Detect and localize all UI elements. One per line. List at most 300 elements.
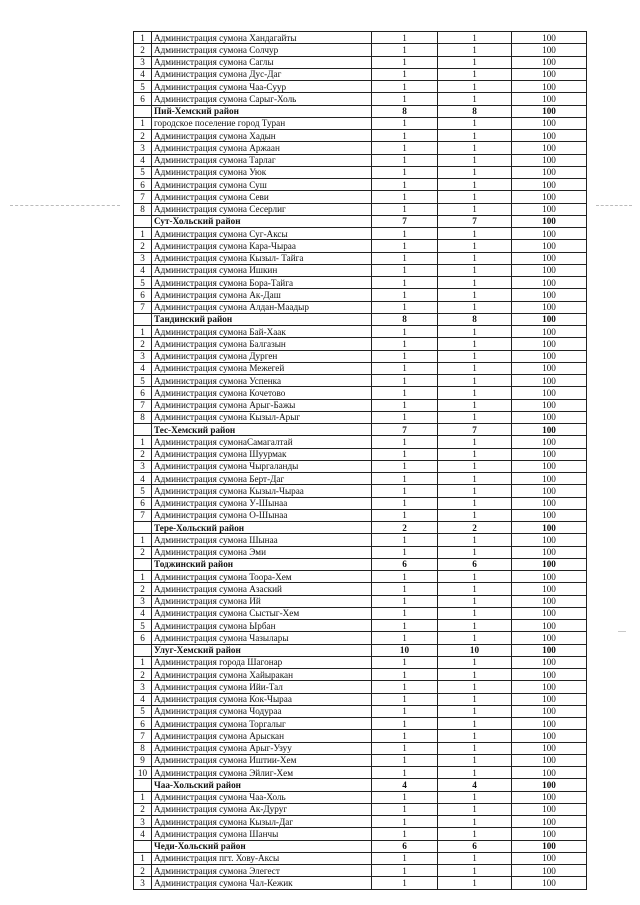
planned-count-cell: 1 (372, 607, 438, 619)
row-number-cell: 4 (134, 68, 152, 80)
entity-name-cell: Администрация сумона Шуурмак (152, 448, 372, 460)
planned-count-cell: 10 (372, 644, 438, 656)
planned-count-cell: 1 (372, 264, 438, 276)
actual-count-cell: 1 (438, 448, 512, 460)
planned-count-cell: 1 (372, 56, 438, 68)
entity-name-cell: Администрация сумона Элегест (152, 865, 372, 877)
actual-count-cell: 1 (438, 669, 512, 681)
planned-count-cell: 1 (372, 130, 438, 142)
percent-cell: 100 (512, 240, 587, 252)
actual-count-cell: 1 (438, 44, 512, 56)
percent-cell: 100 (512, 81, 587, 93)
actual-count-cell: 1 (438, 166, 512, 178)
actual-count-cell: 1 (438, 803, 512, 815)
planned-count-cell: 1 (372, 142, 438, 154)
actual-count-cell: 1 (438, 742, 512, 754)
percent-cell: 100 (512, 142, 587, 154)
percent-cell: 100 (512, 644, 587, 656)
row-number-cell: 5 (134, 277, 152, 289)
planned-count-cell: 1 (372, 44, 438, 56)
row-number-cell: 3 (134, 816, 152, 828)
actual-count-cell: 1 (438, 607, 512, 619)
row-number-cell: 6 (134, 93, 152, 105)
percent-cell: 100 (512, 362, 587, 374)
table-row (134, 742, 587, 754)
percent-cell: 100 (512, 179, 587, 191)
planned-count-cell: 7 (372, 424, 438, 436)
row-number-cell: 2 (134, 803, 152, 815)
table-row (134, 130, 587, 142)
table-row (134, 350, 587, 362)
table-row (134, 362, 587, 374)
table-row (134, 411, 587, 423)
actual-count-cell: 1 (438, 142, 512, 154)
percent-cell: 100 (512, 669, 587, 681)
row-number-cell: 6 (134, 632, 152, 644)
entity-name-cell: Администрация сумона Кызыл-Чыраа (152, 485, 372, 497)
actual-count-cell: 1 (438, 32, 512, 44)
percent-cell: 100 (512, 191, 587, 203)
table-row (134, 289, 587, 301)
percent-cell: 100 (512, 791, 587, 803)
actual-count-cell: 1 (438, 877, 512, 889)
actual-count-cell: 1 (438, 460, 512, 472)
row-number-cell: 7 (134, 399, 152, 411)
percent-cell: 100 (512, 399, 587, 411)
row-number-cell: 2 (134, 669, 152, 681)
planned-count-cell: 8 (372, 313, 438, 325)
actual-count-cell: 1 (438, 767, 512, 779)
entity-name-cell: Администрация сумона Тоора-Хем (152, 571, 372, 583)
row-number-cell: 5 (134, 485, 152, 497)
planned-count-cell: 1 (372, 497, 438, 509)
row-number-cell: 8 (134, 742, 152, 754)
row-number-cell: 3 (134, 252, 152, 264)
entity-name-cell: Администрация сумона Арыскан (152, 730, 372, 742)
entity-name-cell: Администрация сумона Чаа-Суур (152, 81, 372, 93)
actual-count-cell: 1 (438, 595, 512, 607)
row-number-cell: 2 (134, 865, 152, 877)
table-row (134, 154, 587, 166)
row-number-cell: 3 (134, 56, 152, 68)
table-row (134, 166, 587, 178)
entity-name-cell: Тере-Хольский район (152, 522, 372, 534)
row-number-cell: 4 (134, 828, 152, 840)
row-number-cell: 4 (134, 362, 152, 374)
row-number-cell: 6 (134, 718, 152, 730)
percent-cell: 100 (512, 705, 587, 717)
entity-name-cell: Администрация сумона Бора-Тайга (152, 277, 372, 289)
entity-name-cell: Администрация сумона Хайыракан (152, 669, 372, 681)
planned-count-cell: 1 (372, 154, 438, 166)
row-number-cell: 7 (134, 730, 152, 742)
entity-name-cell: Администрация сумона Алдан-Маадыр (152, 301, 372, 313)
planned-count-cell: 1 (372, 583, 438, 595)
percent-cell: 100 (512, 595, 587, 607)
actual-count-cell: 1 (438, 754, 512, 766)
table-row (134, 203, 587, 215)
entity-name-cell: Администрация сумона Чал-Кежик (152, 877, 372, 889)
row-number-cell: 1 (134, 571, 152, 583)
table-body (134, 32, 587, 890)
entity-name-cell: Администрация сумона Сесерлиг (152, 203, 372, 215)
district-total-row (134, 424, 587, 436)
percent-cell: 100 (512, 203, 587, 215)
table-row (134, 338, 587, 350)
table-row (134, 828, 587, 840)
row-number-cell: 2 (134, 44, 152, 56)
percent-cell: 100 (512, 166, 587, 178)
entity-name-cell: Администрация пгт. Хову-Аксы (152, 852, 372, 864)
actual-count-cell: 1 (438, 411, 512, 423)
table-row (134, 546, 587, 558)
percent-cell: 100 (512, 460, 587, 472)
actual-count-cell: 1 (438, 81, 512, 93)
percent-cell: 100 (512, 607, 587, 619)
actual-count-cell: 1 (438, 362, 512, 374)
row-number-cell (134, 644, 152, 656)
actual-count-cell: 1 (438, 350, 512, 362)
table-row (134, 865, 587, 877)
actual-count-cell: 1 (438, 338, 512, 350)
table-row (134, 68, 587, 80)
row-number-cell (134, 779, 152, 791)
row-number-cell: 5 (134, 620, 152, 632)
entity-name-cell: Администрация сумона Севи (152, 191, 372, 203)
row-number-cell: 2 (134, 448, 152, 460)
percent-cell: 100 (512, 277, 587, 289)
entity-name-cell: Администрация сумона Чыргаланды (152, 460, 372, 472)
district-total-row (134, 215, 587, 227)
actual-count-cell: 1 (438, 473, 512, 485)
planned-count-cell: 1 (372, 411, 438, 423)
actual-count-cell: 1 (438, 681, 512, 693)
entity-name-cell: Администрация сумона Межегей (152, 362, 372, 374)
actual-count-cell: 8 (438, 313, 512, 325)
row-number-cell: 4 (134, 607, 152, 619)
entity-name-cell: Администрация сумона Чодураа (152, 705, 372, 717)
entity-name-cell: Пий-Хемский район (152, 105, 372, 117)
planned-count-cell: 1 (372, 828, 438, 840)
table-row (134, 179, 587, 191)
percent-cell: 100 (512, 326, 587, 338)
planned-count-cell: 1 (372, 362, 438, 374)
row-number-cell: 6 (134, 497, 152, 509)
row-number-cell: 3 (134, 877, 152, 889)
entity-name-cell: Администрация сумона Дурген (152, 350, 372, 362)
planned-count-cell: 1 (372, 203, 438, 215)
table-row (134, 191, 587, 203)
entity-name-cell: Администрация сумона Кочетово (152, 387, 372, 399)
entity-name-cell: Администрация сумона Бай-Хаак (152, 326, 372, 338)
actual-count-cell: 1 (438, 632, 512, 644)
entity-name-cell: Администрация сумона Эйлиг-Хем (152, 767, 372, 779)
table-row (134, 595, 587, 607)
actual-count-cell: 1 (438, 571, 512, 583)
planned-count-cell: 1 (372, 350, 438, 362)
actual-count-cell: 8 (438, 105, 512, 117)
percent-cell: 100 (512, 68, 587, 80)
table-row (134, 375, 587, 387)
document-page (133, 31, 586, 890)
planned-count-cell: 1 (372, 399, 438, 411)
entity-name-cell: Администрация сумона Эми (152, 546, 372, 558)
actual-count-cell: 1 (438, 240, 512, 252)
entity-name-cell: Администрация сумона Суш (152, 179, 372, 191)
table-row (134, 460, 587, 472)
actual-count-cell: 1 (438, 289, 512, 301)
table-row (134, 436, 587, 448)
percent-cell: 100 (512, 375, 587, 387)
planned-count-cell: 1 (372, 375, 438, 387)
percent-cell: 100 (512, 497, 587, 509)
actual-count-cell: 1 (438, 399, 512, 411)
row-number-cell: 2 (134, 130, 152, 142)
percent-cell: 100 (512, 583, 587, 595)
percent-cell: 100 (512, 350, 587, 362)
row-number-cell: 3 (134, 350, 152, 362)
table-row (134, 387, 587, 399)
planned-count-cell: 1 (372, 240, 438, 252)
planned-count-cell: 1 (372, 669, 438, 681)
planned-count-cell: 1 (372, 436, 438, 448)
entity-name-cell: Администрация сумона Азаский (152, 583, 372, 595)
planned-count-cell: 1 (372, 865, 438, 877)
row-number-cell (134, 313, 152, 325)
table-row (134, 497, 587, 509)
planned-count-cell: 1 (372, 326, 438, 338)
actual-count-cell: 6 (438, 558, 512, 570)
percent-cell: 100 (512, 546, 587, 558)
row-number-cell: 3 (134, 142, 152, 154)
actual-count-cell: 10 (438, 644, 512, 656)
row-number-cell: 1 (134, 534, 152, 546)
row-number-cell: 1 (134, 117, 152, 129)
actual-count-cell: 2 (438, 522, 512, 534)
entity-name-cell: Улуг-Хемский район (152, 644, 372, 656)
entity-name-cell: Администрация сумона Аржаан (152, 142, 372, 154)
percent-cell: 100 (512, 228, 587, 240)
planned-count-cell: 1 (372, 277, 438, 289)
actual-count-cell: 1 (438, 718, 512, 730)
planned-count-cell: 1 (372, 117, 438, 129)
row-number-cell: 6 (134, 179, 152, 191)
percent-cell: 100 (512, 485, 587, 497)
percent-cell: 100 (512, 693, 587, 705)
table-row (134, 718, 587, 730)
percent-cell: 100 (512, 436, 587, 448)
entity-name-cell: Администрация сумона Шанчы (152, 828, 372, 840)
entity-name-cell: Администрация сумона Чаа-Холь (152, 791, 372, 803)
actual-count-cell: 1 (438, 865, 512, 877)
row-number-cell: 7 (134, 509, 152, 521)
percent-cell: 100 (512, 301, 587, 313)
actual-count-cell: 1 (438, 191, 512, 203)
row-number-cell: 3 (134, 595, 152, 607)
percent-cell: 100 (512, 620, 587, 632)
planned-count-cell: 1 (372, 754, 438, 766)
percent-cell: 100 (512, 387, 587, 399)
table-row (134, 754, 587, 766)
percent-cell: 100 (512, 534, 587, 546)
actual-count-cell: 1 (438, 509, 512, 521)
table-row (134, 803, 587, 815)
percent-cell: 100 (512, 558, 587, 570)
row-number-cell: 2 (134, 240, 152, 252)
entity-name-cell: Чаа-Хольский район (152, 779, 372, 791)
row-number-cell: 7 (134, 301, 152, 313)
percent-cell: 100 (512, 44, 587, 56)
scan-artifact-line (596, 205, 632, 206)
row-number-cell: 1 (134, 32, 152, 44)
planned-count-cell: 2 (372, 522, 438, 534)
planned-count-cell: 1 (372, 473, 438, 485)
percent-cell: 100 (512, 448, 587, 460)
entity-name-cell: Администрация города Шагонар (152, 656, 372, 668)
planned-count-cell: 1 (372, 571, 438, 583)
row-number-cell: 5 (134, 705, 152, 717)
actual-count-cell: 1 (438, 791, 512, 803)
planned-count-cell: 1 (372, 460, 438, 472)
percent-cell: 100 (512, 154, 587, 166)
percent-cell: 100 (512, 754, 587, 766)
table-row (134, 142, 587, 154)
percent-cell: 100 (512, 509, 587, 521)
actual-count-cell: 1 (438, 387, 512, 399)
entity-name-cell: Администрация сумона Берт-Даг (152, 473, 372, 485)
table-row (134, 485, 587, 497)
table-row (134, 705, 587, 717)
table-row (134, 534, 587, 546)
percent-cell: 100 (512, 252, 587, 264)
actual-count-cell: 1 (438, 583, 512, 595)
percent-cell: 100 (512, 742, 587, 754)
table-row (134, 656, 587, 668)
entity-name-cell: Администрация сумона Балгазын (152, 338, 372, 350)
entity-name-cell: Администрация сумона Уюк (152, 166, 372, 178)
entity-name-cell: Администрация сумона Ишкин (152, 264, 372, 276)
percent-cell: 100 (512, 803, 587, 815)
table-row (134, 767, 587, 779)
row-number-cell: 1 (134, 791, 152, 803)
table-row (134, 583, 587, 595)
planned-count-cell: 1 (372, 485, 438, 497)
row-number-cell: 4 (134, 693, 152, 705)
percent-cell: 100 (512, 656, 587, 668)
row-number-cell: 6 (134, 289, 152, 301)
actual-count-cell: 1 (438, 117, 512, 129)
actual-count-cell: 1 (438, 497, 512, 509)
percent-cell: 100 (512, 852, 587, 864)
planned-count-cell: 7 (372, 215, 438, 227)
actual-count-cell: 1 (438, 277, 512, 289)
planned-count-cell: 1 (372, 179, 438, 191)
table-row (134, 252, 587, 264)
percent-cell: 100 (512, 779, 587, 791)
entity-name-cell: Администрация сумона Чазылары (152, 632, 372, 644)
row-number-cell: 4 (134, 473, 152, 485)
percent-cell: 100 (512, 289, 587, 301)
percent-cell: 100 (512, 338, 587, 350)
planned-count-cell: 1 (372, 742, 438, 754)
row-number-cell (134, 840, 152, 852)
table-row (134, 117, 587, 129)
entity-name-cell: Администрация сумона Шынаа (152, 534, 372, 546)
row-number-cell: 7 (134, 191, 152, 203)
planned-count-cell: 6 (372, 558, 438, 570)
actual-count-cell: 4 (438, 779, 512, 791)
table-row (134, 607, 587, 619)
table-row (134, 32, 587, 44)
table-row (134, 81, 587, 93)
district-total-row (134, 644, 587, 656)
table-row (134, 240, 587, 252)
row-number-cell: 1 (134, 228, 152, 240)
scan-artifact-tick (618, 631, 626, 632)
entity-name-cell: Администрация сумона Арыг-Бажы (152, 399, 372, 411)
row-number-cell: 2 (134, 583, 152, 595)
row-number-cell: 4 (134, 154, 152, 166)
table-row (134, 277, 587, 289)
planned-count-cell: 8 (372, 105, 438, 117)
percent-cell: 100 (512, 571, 587, 583)
table-row (134, 730, 587, 742)
entity-name-cell: Администрация сумона Ийи-Тал (152, 681, 372, 693)
table-row (134, 93, 587, 105)
table-row (134, 620, 587, 632)
district-total-row (134, 522, 587, 534)
planned-count-cell: 1 (372, 68, 438, 80)
entity-name-cell: Администрация сумона Кызыл-Арыг (152, 411, 372, 423)
row-number-cell: 8 (134, 203, 152, 215)
row-number-cell (134, 105, 152, 117)
allocation-table (133, 31, 587, 890)
entity-name-cell: Администрация сумона О-Шынаа (152, 509, 372, 521)
actual-count-cell: 1 (438, 228, 512, 240)
planned-count-cell: 1 (372, 546, 438, 558)
table-row (134, 228, 587, 240)
entity-name-cell: Администрация сумона Успенка (152, 375, 372, 387)
row-number-cell: 9 (134, 754, 152, 766)
table-row (134, 44, 587, 56)
percent-cell: 100 (512, 56, 587, 68)
planned-count-cell: 1 (372, 791, 438, 803)
entity-name-cell: Администрация сумона Тарлаг (152, 154, 372, 166)
row-number-cell (134, 424, 152, 436)
planned-count-cell: 1 (372, 595, 438, 607)
entity-name-cell: Администрация сумона Ак-Даш (152, 289, 372, 301)
row-number-cell: 3 (134, 460, 152, 472)
district-total-row (134, 779, 587, 791)
row-number-cell: 5 (134, 81, 152, 93)
planned-count-cell: 1 (372, 852, 438, 864)
entity-name-cell: Администрация сумона Хадын (152, 130, 372, 142)
entity-name-cell: Администрация сумона Сыстыг-Хем (152, 607, 372, 619)
entity-name-cell: Администрация сумона Саглы (152, 56, 372, 68)
percent-cell: 100 (512, 828, 587, 840)
entity-name-cell: Администрация сумона Кызыл-Даг (152, 816, 372, 828)
planned-count-cell: 1 (372, 816, 438, 828)
actual-count-cell: 1 (438, 656, 512, 668)
district-total-row (134, 558, 587, 570)
entity-name-cell: Администрация сумона Ий (152, 595, 372, 607)
table-row (134, 681, 587, 693)
percent-cell: 100 (512, 522, 587, 534)
percent-cell: 100 (512, 877, 587, 889)
row-number-cell: 2 (134, 546, 152, 558)
planned-count-cell: 1 (372, 301, 438, 313)
planned-count-cell: 1 (372, 767, 438, 779)
